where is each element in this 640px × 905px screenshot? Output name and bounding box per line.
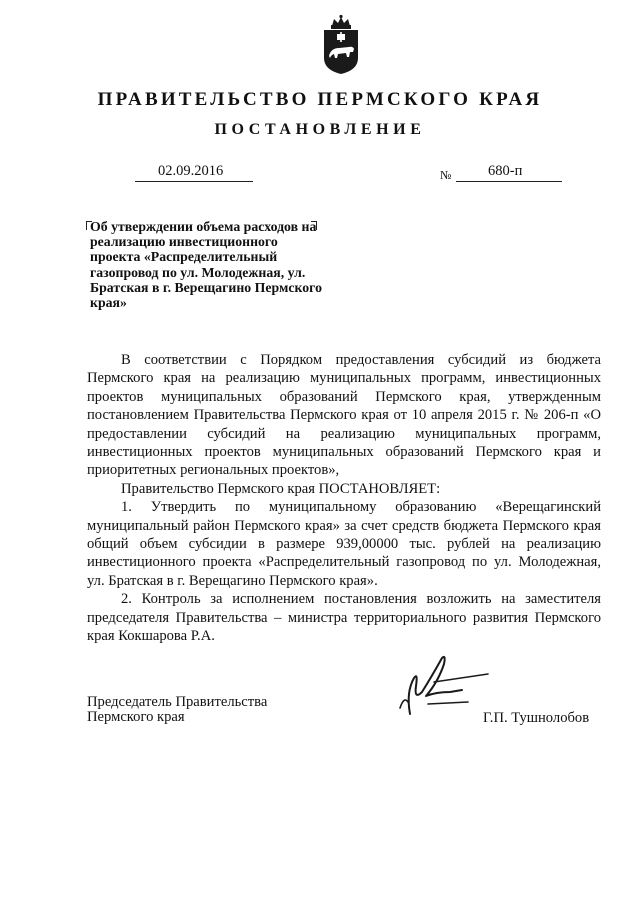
coat-of-arms-icon	[318, 14, 364, 76]
body-paragraph-preamble: В соответствии с Порядком предоставления субсидий из бюджета Пермского края на реализацию муниципальных программ, инвестиционных проектов муниципальных образований Пермского края, утвержденным постановлением Правительства Пермского края от 10 апреля 2015 г. № 206-п «О предоставлении субсидий на реализацию муниципальных программ, инвестиционных проектов муниципальных образований Пермского края и приоритетных региональных проектов»,	[87, 352, 601, 479]
signatory-position-line-2: Пермского края	[87, 709, 185, 725]
government-title: ПРАВИТЕЛЬСТВО ПЕРМСКОГО КРАЯ	[97, 89, 543, 110]
document-type: ПОСТАНОВЛЕНИЕ	[214, 121, 426, 138]
number-underline	[456, 181, 562, 182]
body-paragraph-item-2: 2. Контроль за исполнением постановления возложить на заместителя председателя Правительства – министра территориального развития Пермского края Кокшарова Р.А.	[87, 591, 601, 645]
signatory-position	[87, 695, 267, 725]
document-number: 680-п	[488, 163, 523, 179]
signatory-name: Г.П. Тушнолобов	[483, 710, 590, 726]
date-underline	[135, 181, 253, 182]
signatory-position-line-1: Председатель Правительства	[87, 694, 268, 710]
body-paragraph-item-1: 1. Утвердить по муниципальному образованию «Верещагинский муниципальный район Пермского края» за счет средств бюджета Пермского края общий объем субсидии в размере 939,00000 тыс. рублей на реализацию инвестиционного проекта «Распределительный газопровод по ул. Молодежная, ул. Братская в г. Верещагино Пермского края».	[87, 499, 601, 589]
body-paragraph-resolves: Правительство Пермского края ПОСТАНОВЛЯЕТ:	[121, 480, 441, 497]
document-body	[87, 351, 601, 646]
handwritten-signature-icon	[392, 652, 492, 718]
document-subject: Об утверждении объема расходов на реализацию инвестиционного проекта «Распределительный газопровод по ул. Молодежная, ул. Братская в г. Верещагино Пермского края»	[90, 219, 322, 311]
document-date: 02.09.2016	[158, 163, 224, 179]
number-sign: №	[440, 168, 452, 182]
